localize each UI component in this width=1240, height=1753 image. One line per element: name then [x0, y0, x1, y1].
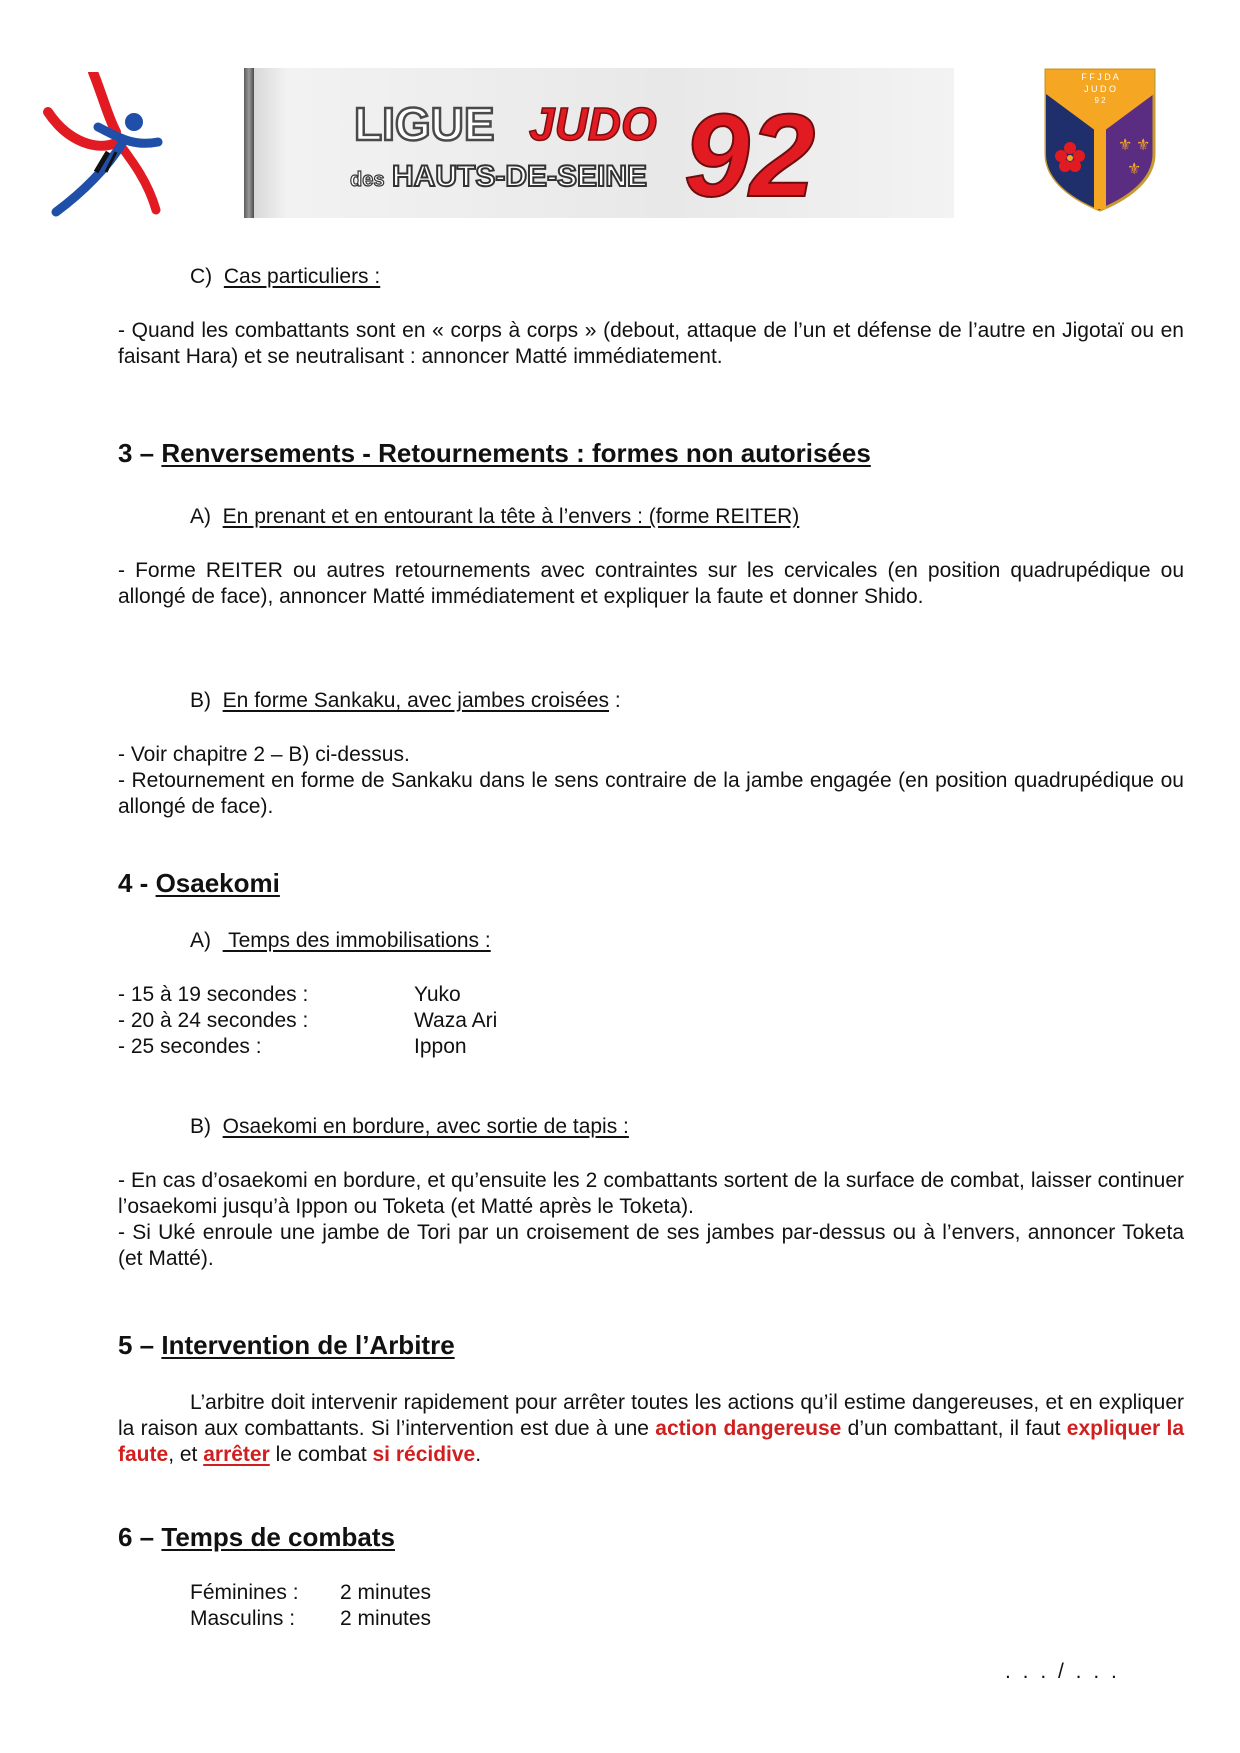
crest-text-judo: J U D O — [1083, 84, 1117, 94]
banner-92-text: 92 — [684, 90, 816, 218]
crest-text-ffjda: F F J D A — [1081, 72, 1119, 82]
combat-category-label: Féminines : — [190, 1581, 299, 1604]
time-row-label: - 20 à 24 secondes : — [118, 1009, 309, 1032]
cas-particuliers-paragraph: - Quand les combattants sont en « corps à corps » (debout, attaque de l’un et défense de l’autre en Jigotaï ou en faisant Hara) et se neutralisant : annoncer Matté immédiatement. — [118, 319, 1184, 368]
sankaku-paragraph: - Retournement en forme de Sankaku dans le sens contraire de la jambe engagée (en position quadrupédique ou allongé de face). — [118, 769, 1184, 818]
subsection-c-heading — [190, 264, 380, 290]
subsection-colon: : — [609, 689, 621, 712]
section-title: Osaekomi — [155, 868, 280, 898]
subsection-4a-heading — [190, 928, 491, 954]
section-title: Intervention de l’Arbitre — [161, 1330, 455, 1360]
svg-text:⚜: ⚜ — [1118, 135, 1133, 154]
ffjda-judoka-logo-icon — [38, 72, 188, 222]
highlight-arreter: arrêter — [203, 1443, 270, 1466]
voir-chapitre-line: - Voir chapitre 2 – B) ci-dessus. — [118, 743, 410, 766]
subsection-3a-heading — [190, 504, 799, 530]
section-3-heading — [118, 438, 871, 469]
combat-category-label: Masculins : — [190, 1607, 296, 1630]
text-run: . — [475, 1443, 482, 1466]
highlight-action-dangereuse: action dangereuse — [655, 1417, 842, 1440]
text-run: L’arbitre doit intervenir rapidement pour arrêter toutes les actions qu’il estime dangereuses, et en expliquer la raison aux combattants. Si l’intervention est due à une — [118, 1391, 1184, 1440]
banner-title-graphic — [244, 68, 954, 218]
text-run: d’un combattant, il faut — [841, 1417, 1067, 1440]
combat-duration-value: 2 minutes — [340, 1607, 432, 1630]
section-number: 4 - — [118, 868, 149, 898]
crest-text-92: 9 2 — [1094, 96, 1106, 105]
subsection-label: Temps des immobilisations : — [222, 929, 491, 952]
banner-ligue-text: LIGUE — [354, 98, 495, 150]
time-row-score: Ippon — [414, 1035, 467, 1058]
subsection-letter: A) — [190, 929, 211, 952]
banner-hauts-de-seine-text: HAUTS-DE-SEINE — [392, 160, 648, 193]
uke-enroule-paragraph: - Si Uké enroule une jambe de Tori par un croisement de ses jambes par-dessus ou à l’envers, annoncer Toketa (et Matté). — [118, 1221, 1184, 1270]
section-title: Temps de combats — [161, 1522, 395, 1552]
combat-duration-value: 2 minutes — [340, 1581, 432, 1604]
text-run: le combat — [269, 1443, 373, 1466]
subsection-label: En forme Sankaku, avec jambes croisées — [222, 689, 610, 712]
subsection-letter: B) — [190, 689, 211, 712]
banner-des-text: des — [350, 169, 385, 191]
section-number: 6 – — [118, 1522, 155, 1552]
subsection-4b-heading — [190, 1114, 629, 1140]
time-row-label: - 15 à 19 secondes : — [118, 983, 309, 1006]
time-row-score: Waza Ari — [414, 1009, 498, 1032]
osaekomi-bordure-paragraph: - En cas d’osaekomi en bordure, et qu’ensuite les 2 combattants sortent de la surface de combat, laisser continuer l’osaekomi jusqu’à Ippon ou Toketa (et Matté après le Toketa). — [118, 1169, 1184, 1218]
subsection-label: Osaekomi en bordure, avec sortie de tapis : — [222, 1115, 629, 1138]
ffjda-judo-92-crest-icon — [1040, 64, 1160, 214]
section-title: Renversements - Retournements : formes non autorisées — [161, 438, 871, 468]
section-number: 3 – — [118, 438, 155, 468]
subsection-label: En prenant et en entourant la tête à l’envers : (forme REITER) — [222, 505, 800, 528]
svg-text:⚜: ⚜ — [1127, 159, 1142, 178]
subsection-letter: C) — [190, 265, 213, 288]
highlight-expliquer-la-faute: expliquer la faute — [118, 1417, 1185, 1466]
page-continuation-marker: . . . / . . . — [1005, 1660, 1120, 1683]
page-header — [0, 50, 1240, 220]
svg-text:⚜: ⚜ — [1136, 135, 1151, 154]
subsection-3b-heading — [190, 688, 621, 714]
subsection-letter: B) — [190, 1115, 211, 1138]
forme-reiter-paragraph: - Forme REITER ou autres retournements avec contraintes sur les cervicales (en position quadrupédique ou allongé de face), annoncer Matté immédiatement et expliquer la faute et donner Shido. — [118, 559, 1184, 608]
banner-judo-text: JUDO — [529, 98, 657, 150]
section-4-heading — [118, 868, 280, 899]
ligue-judo-banner — [244, 68, 954, 218]
subsection-letter: A) — [190, 505, 211, 528]
section-number: 5 – — [118, 1330, 155, 1360]
time-row-score: Yuko — [414, 983, 461, 1006]
section-6-heading — [118, 1522, 395, 1553]
highlight-si-recidive: si récidive — [372, 1443, 476, 1466]
subsection-label: Cas particuliers : — [223, 265, 381, 288]
intervention-arbitre-paragraph — [118, 1390, 1184, 1468]
time-row-label: - 25 secondes : — [118, 1035, 262, 1058]
section-5-heading — [118, 1330, 455, 1361]
text-run: , et — [168, 1443, 204, 1466]
